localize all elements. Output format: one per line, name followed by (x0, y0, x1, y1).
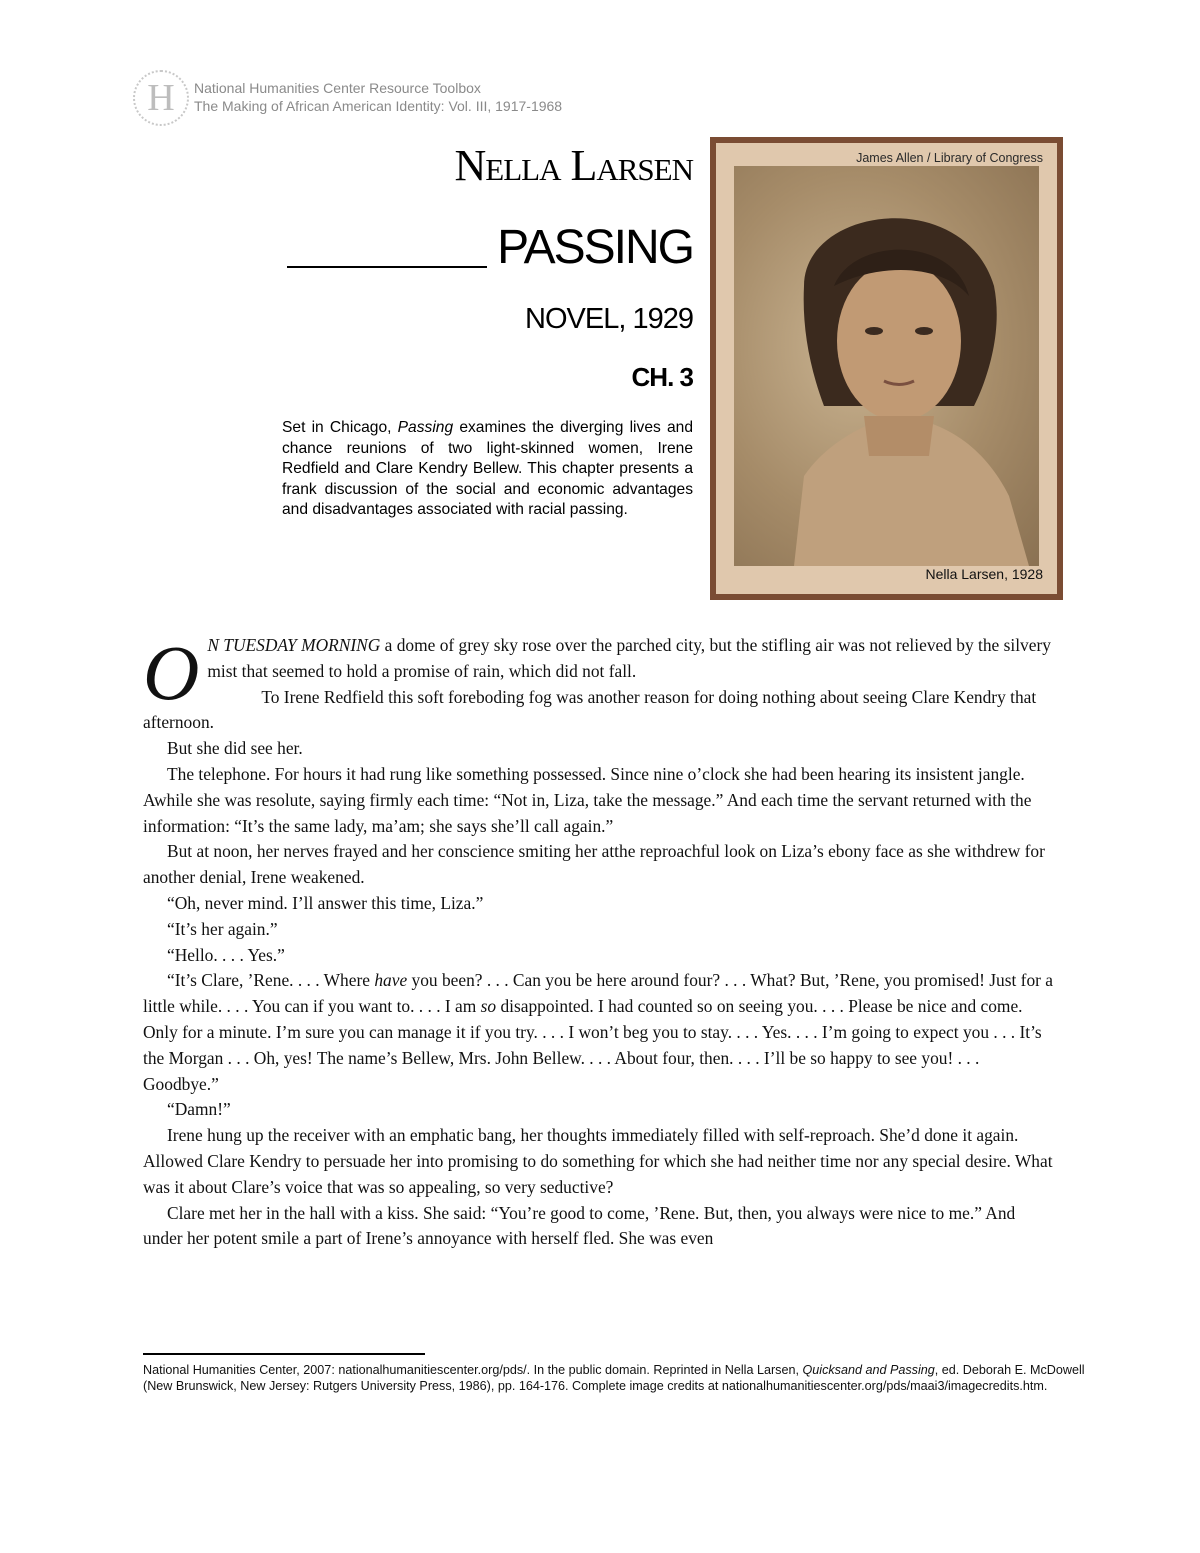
org-line-series: The Making of African American Identity: Vol. III, 1917-1968 (194, 98, 563, 114)
p9-italic-have: have (374, 970, 408, 991)
photo-caption: Nella Larsen, 1928 (925, 566, 1043, 582)
opening-words: N TUESDAY MORNING (207, 635, 381, 655)
work-title: PASSING (497, 221, 693, 274)
org-line-toolbox: National Humanities Center Resource Toolbox (194, 80, 481, 96)
intro-text-2: examines the diverging lives and chance reunions of two light-skinned women, Irene Redfield and Clare Kendry Bellew. This chapter presents a frank discussion of the social and economic advantages and disadvantages associated with racial passing. (282, 419, 693, 518)
paragraph-2: To Irene Redfield this soft foreboding fog was another reason for doing nothing about seeing Clare Kendry that afternoon. (143, 686, 1037, 733)
drop-cap: O (143, 629, 200, 716)
title-rule (287, 266, 487, 268)
paragraph-3: But she did see her. (167, 738, 303, 759)
p9-text-a: “It’s Clare, ’Rene. . . . Where (167, 970, 375, 991)
paragraph-4: The telephone. For hours it had rung like something possessed. Since nine o’clock she had been hearing its insistent jangle. Awhile she was resolute, saying firmly each time: “Not in, Liza, take the message.” And each time the servant returned with the information: “It’s the same lady, ma’am; she says she’ll call again.” (143, 763, 1032, 836)
intro-summary (282, 418, 693, 521)
paragraph-5: But at noon, her nerves frayed and her conscience smiting her atthe reproachful look on Liza’s ebony face as she withdrew for another denial, Irene weakened. (143, 841, 1045, 888)
paragraph-8: “Hello. . . . Yes.” (167, 944, 285, 965)
chapter-label: CH. 3 (631, 362, 693, 392)
author-name: Nella Larsen (454, 141, 693, 190)
portrait-photo (734, 166, 1039, 566)
portrait-illustration (734, 166, 1039, 566)
opening-paragraph (143, 629, 1058, 736)
intro-text-1: Set in Chicago, (282, 419, 398, 436)
paragraph-11: Irene hung up the receiver with an emphatic bang, her thoughts immediately filled with self-reproach. She’d done it again. Allowed Clare Kendry to persuade her into promising to do something for which she had neither time nor any special desire. What was it about Clare’s voice that was so appealing, so very seductive? (143, 1125, 1053, 1197)
paragraph-6: “Oh, never mind. I’ll answer this time, Liza.” (167, 892, 484, 913)
footnote-text-2: , ed. Deborah E. McDowell (New Brunswick, New Jersey: Rutgers University Press, 1986), pp. 164-176. Complete image credits at nationalhumanitiescenter.org/pds/maai3/imagecredits.htm. (143, 1363, 1085, 1393)
footnote-book-title: Quicksand and Passing (802, 1363, 935, 1377)
footnote-rule (143, 1353, 425, 1355)
paragraph-9 (143, 968, 1058, 1097)
p9-italic-so: so (480, 996, 497, 1017)
chapter-text (143, 629, 1058, 1252)
photo-credit: James Allen / Library of Congress (856, 151, 1043, 165)
paragraph-7: “It’s her again.” (167, 918, 278, 939)
footnote-text-1: National Humanities Center, 2007: nationalhumanitiescenter.org/pds/. In the public domain. Reprinted in Nella Larsen, (143, 1363, 803, 1377)
nhc-logo (133, 70, 189, 126)
paragraph-12: Clare met her in the hall with a kiss. She said: “You’re good to come, ’Rene. But, then, you always were nice to me.” And under her potent smile a part of Irene’s annoyance with herself fled. She was even (143, 1202, 1016, 1249)
logo-letter: H (147, 77, 175, 119)
paragraph-1: a dome of grey sky rose over the parched city, but the stifling air was not relieved by the silvery mist that seemed to hold a promise of rain, which did not fall. (207, 635, 1051, 681)
paragraph-10: “Damn!” (167, 1099, 231, 1120)
p9-text-b: you been? . . . Can you be here around four? . . . What? But, ’Rene, you promised! Just for a little while. . . . You can if you want to. . . . I am (143, 970, 1054, 1017)
intro-italic-title: Passing (397, 419, 454, 436)
p9-text-c: disappointed. I had counted so on seeing you. . . . Please be nice and come. Only for a minute. I’m sure you can manage it if you try. . . . I won’t beg you to stay. . . . Yes. . . . I’m going to expect you . . . It’s the Morgan . . . Oh, yes! The name’s Bellew, Mrs. John Bellew. . . . About four, then. . . . I’ll be so happy to see you! . . . Goodbye.” (143, 996, 1042, 1094)
header (133, 70, 733, 130)
portrait-mat (716, 143, 1057, 594)
footnote (143, 1362, 1093, 1394)
genre-year: NOVEL, 1929 (525, 303, 693, 335)
portrait-frame (710, 137, 1063, 600)
